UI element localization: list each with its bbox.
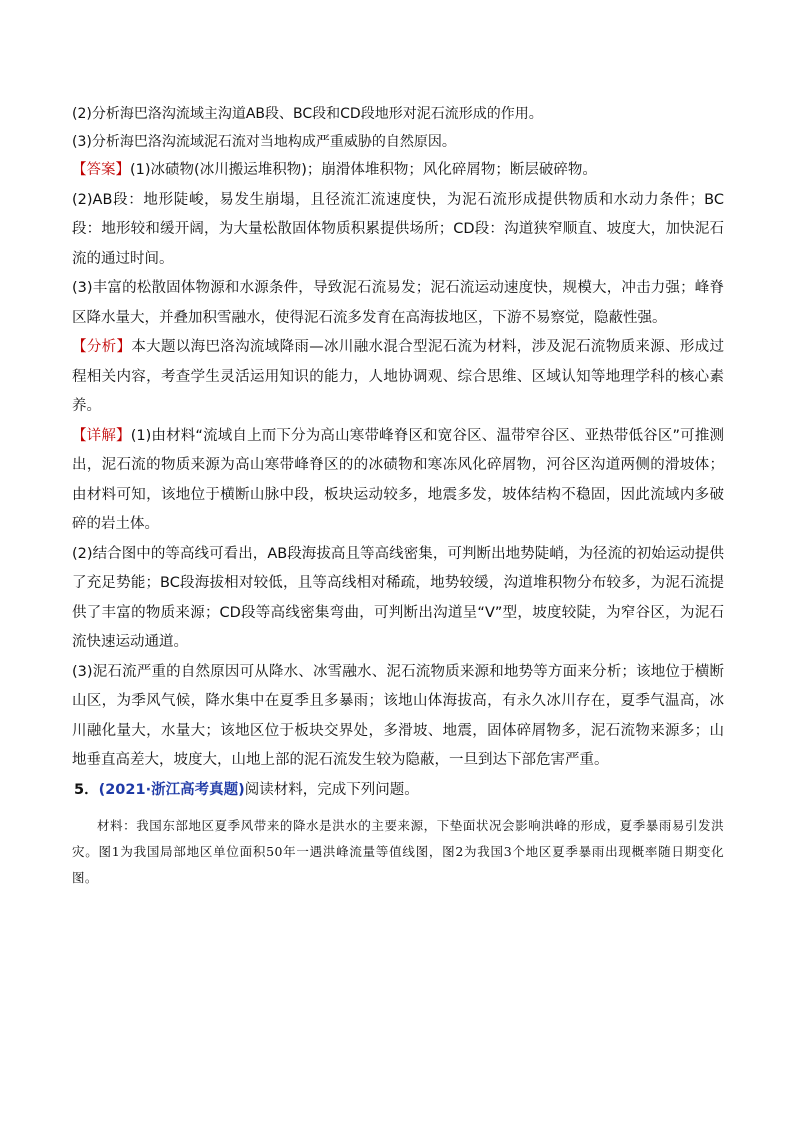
detail-paragraph-1 xyxy=(72,422,724,540)
answer-paragraph-1 xyxy=(72,156,724,186)
detail-tag: 【详解】 xyxy=(72,427,131,444)
question-5-prompt: 阅读材料，完成下列问题。 xyxy=(244,781,419,798)
detail-paragraph-2: (2)结合图中的等高线可看出，AB段海拔高且等高线密集，可判断出地势陡峭，为径流的初始运动提供了充足势能；BC段海拔相对较低，且等高线相对稀疏，地势较缓，沟道堆积物分布较多，为泥石流提供了丰富的物质来源；CD段等高线密集弯曲，可判断出沟道呈“V”型，坡度较陡，为窄谷区，为泥石流快速运动通道。 xyxy=(72,545,724,650)
answer-paragraph-2: (2)AB段：地形陡峻，易发生崩塌，且径流汇流速度快，为泥石流形成提供物质和水动力条件；BC段：地形较和缓开阔，为大量松散固体物质积累提供场所；CD段：沟道狭窄顺直、坡度大，加快泥石流的通过时间。 xyxy=(72,191,724,267)
question-5-material: 材料：我国东部地区夏季风带来的降水是洪水的主要来源，下垫面状况会影响洪峰的形成，夏季暴雨易引发洪灾。图1为我国局部地区单位面积50年一遇洪峰流量等值线图，图2为我国3个地区夏季暴雨出现概率随日期变化图。 xyxy=(72,818,724,885)
analysis-tag: 【分析】 xyxy=(72,339,132,355)
question-2: (2)分析海巴洛沟流域主沟道AB段、BC段和CD段地形对泥石流形成的作用。 xyxy=(72,106,543,122)
answer-paragraph-3: (3)丰富的松散固体物源和水源条件，导致泥石流易发；泥石流运动速度快，规模大，冲击力强；峰脊区降水量大，并叠加积雪融水，使得泥石流多发育在高海拔地区，下游不易察觉，隐蔽性强。 xyxy=(72,280,724,326)
question-5-number: 5． xyxy=(74,781,99,798)
analysis-paragraph xyxy=(72,333,724,422)
question-5-heading xyxy=(72,776,724,806)
detail-paragraph-3: (3)泥石流严重的自然原因可从降水、冰雪融水、泥石流物质来源和地势等方面来分析；该地位于横断山区，为季风气候，降水集中在夏季且多暴雨；该地山体海拔高，有永久冰川存在，夏季气温高，冰川融化量大，水量大；该地区位于板块交界处，多滑坡、地震，固体碎屑物多，泥石流物来源多；山地垂直高差大，坡度大，山地上部的泥石流发生较为隐蔽，一旦到达下部危害严重。 xyxy=(72,663,724,768)
analysis-text: 本大题以海巴洛沟流域降雨—冰川融水混合型泥石流为材料，涉及泥石流物质来源、形成过程相关内容，考查学生灵活运用知识的能力，人地协调观、综合思维、区域认知等地理学科的核心素养。 xyxy=(72,339,725,414)
answer-text-1: (1)冰碛物(冰川搬运堆积物)；崩滑体堆积物；风化碎屑物；断层破碎物。 xyxy=(130,162,597,178)
question-5-source: (2021·浙江高考真题) xyxy=(98,781,245,798)
answer-tag: 【答案】 xyxy=(72,162,130,178)
detail-text-1: (1)由材料“流域自上而下分为高山寒带峰脊区和宽谷区、温带窄谷区、亚热带低谷区”可推测出，泥石流的物质来源为高山寒带峰脊区的的冰碛物和寒冻风化碎屑物，河谷区沟道两侧的滑坡体；由材料可知，该地位于横断山脉中段，板块运动较多，地震多发，坡体结构不稳固，因此流域内多破碎的岩土体。 xyxy=(72,427,725,532)
question-3: (3)分析海巴洛沟流域泥石流对当地构成严重威胁的自然原因。 xyxy=(72,134,456,150)
